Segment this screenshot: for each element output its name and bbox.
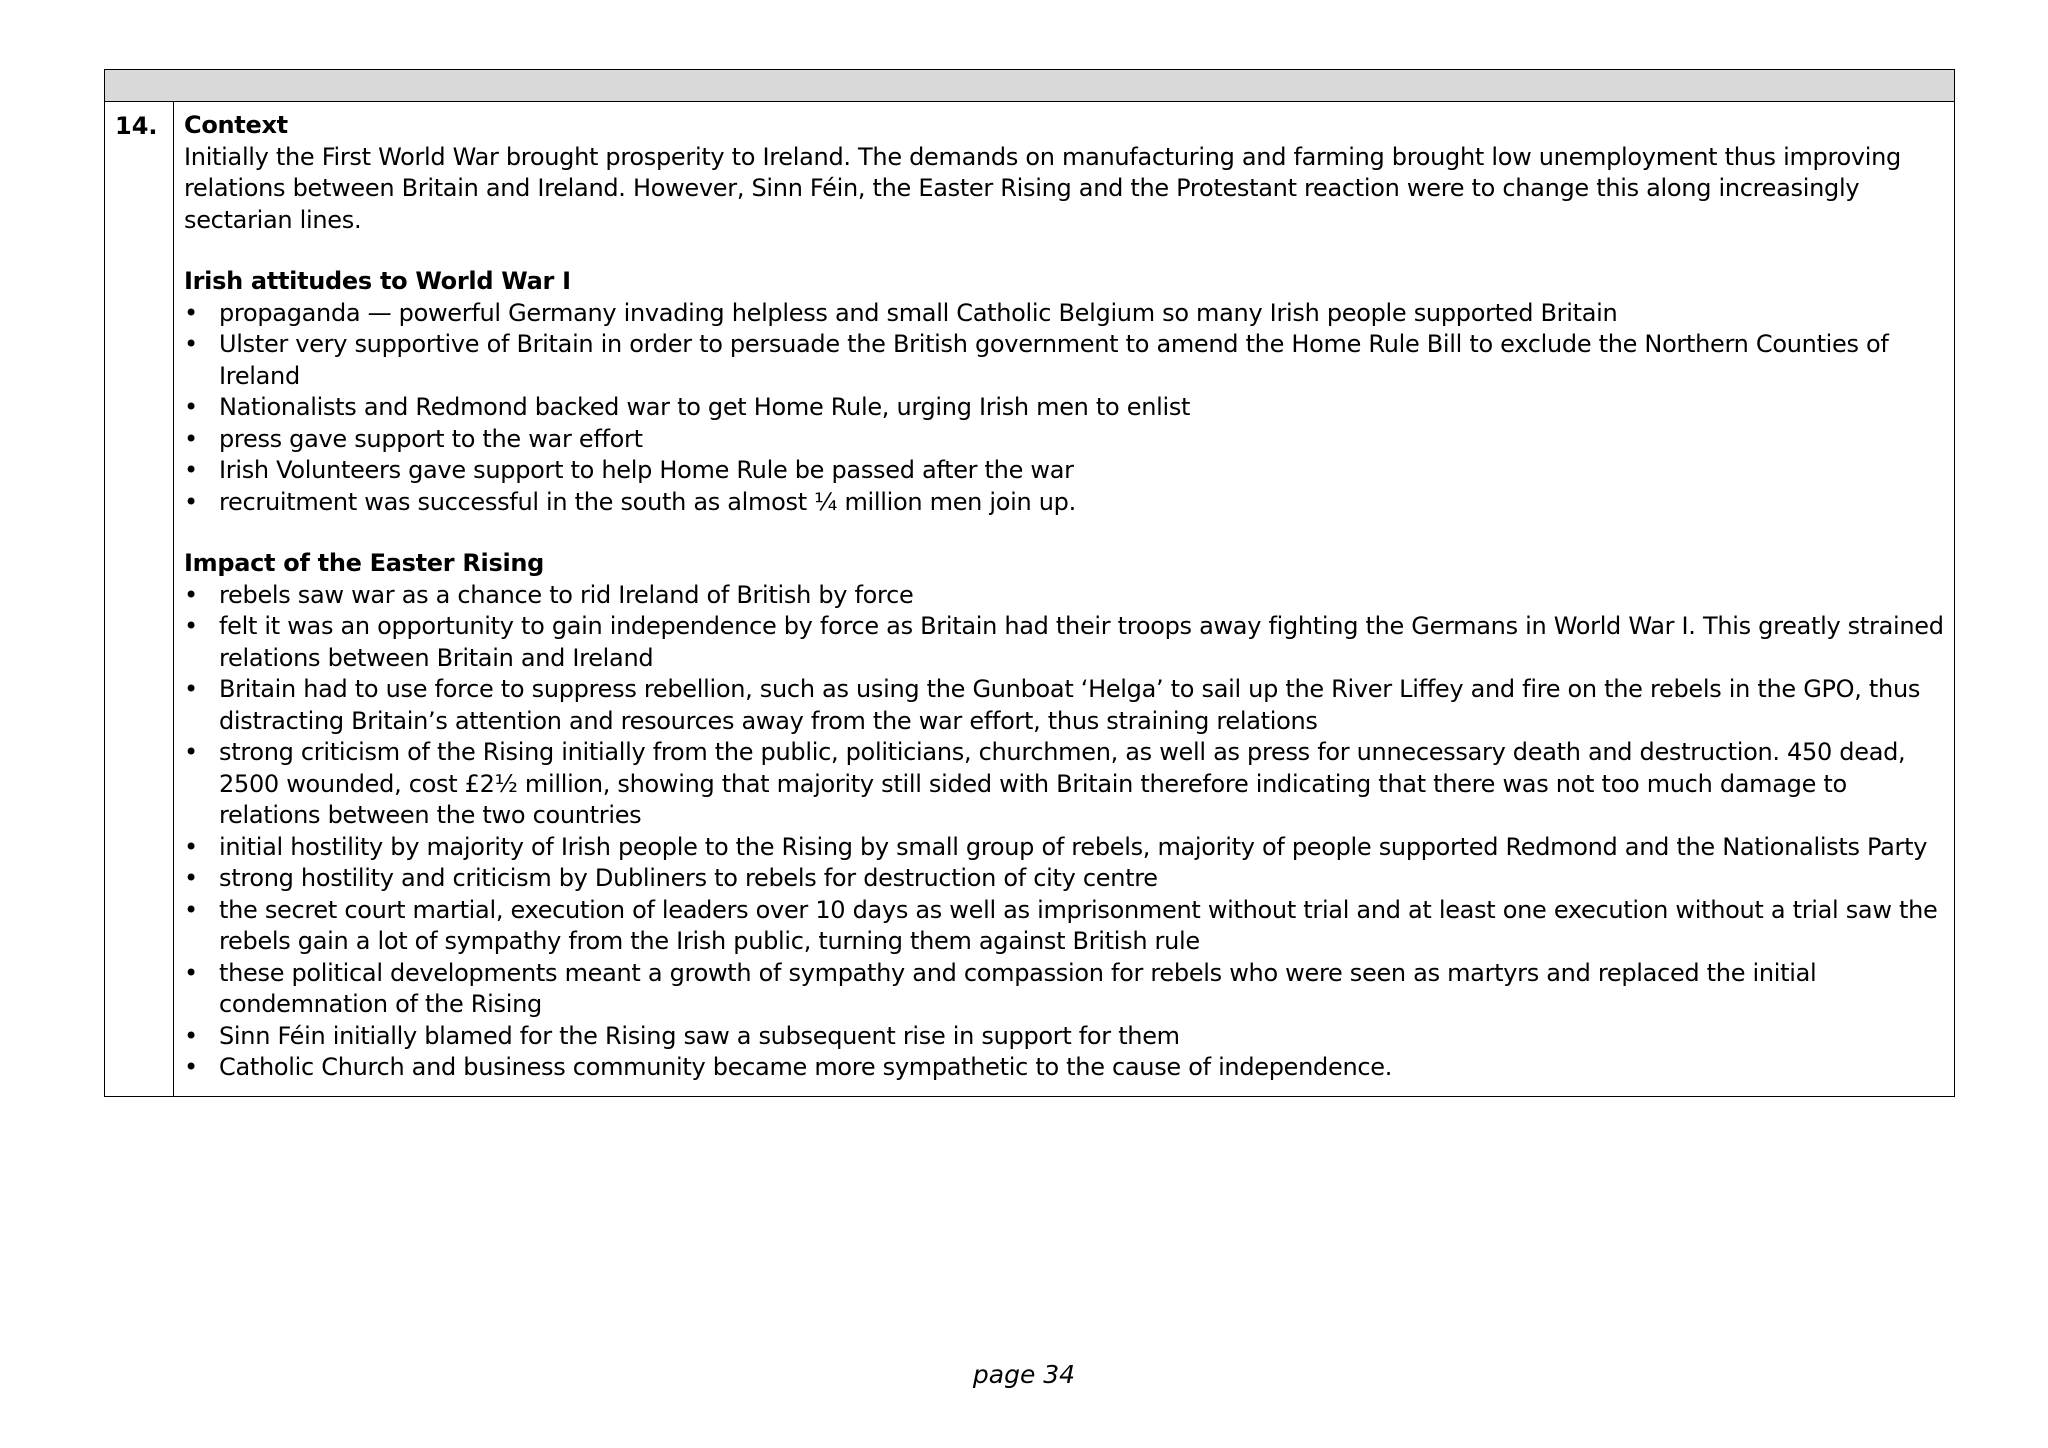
question-row <box>105 102 1954 1096</box>
question-number: 14. <box>105 102 174 1096</box>
list-item: • Ulster very supportive of Britain in order to persuade the British government to amend the Home Rule Bill to exclude the Northern Counties of Ireland <box>184 329 1944 392</box>
list-item: • Nationalists and Redmond backed war to get Home Rule, urging Irish men to enlist <box>184 392 1944 424</box>
list-item: • rebels saw war as a chance to rid Ireland of British by force <box>184 580 1944 612</box>
list-item: • Sinn Féin initially blamed for the Rising saw a subsequent rise in support for them <box>184 1021 1944 1053</box>
list-item: • strong hostility and criticism by Dubliners to rebels for destruction of city centre <box>184 863 1944 895</box>
list-item: • Catholic Church and business community became more sympathetic to the cause of independence. <box>184 1052 1944 1084</box>
page-number: page 34 <box>972 1360 1076 1389</box>
impact-heading: Impact of the Easter Rising <box>184 549 545 577</box>
list-item: • propaganda — powerful Germany invading helpless and small Catholic Belgium so many Irish people supported Britain <box>184 298 1944 330</box>
section-gap <box>184 518 1944 548</box>
list-item: • press gave support to the war effort <box>184 424 1944 456</box>
answer-content <box>174 102 1954 1096</box>
list-item: • initial hostility by majority of Irish people to the Rising by small group of rebels, majority of people supported Redmond and the Nationalists Party <box>184 832 1944 864</box>
list-item: • felt it was an opportunity to gain independence by force as Britain had their troops away fighting the Germans in World War I. This greatly strained relations between Britain and Ireland <box>184 611 1944 674</box>
context-heading: Context <box>184 111 288 139</box>
section-gap <box>184 236 1944 266</box>
list-item: • the secret court martial, execution of leaders over 10 days as well as imprisonment without trial and at least one execution without a trial saw the rebels gain a lot of sympathy from the Irish public, turning them against British rule <box>184 895 1944 958</box>
list-item: • recruitment was successful in the south as almost ¼ million men join up. <box>184 487 1944 519</box>
list-item: • Britain had to use force to suppress rebellion, such as using the Gunboat ‘Helga’ to sail up the River Liffey and fire on the rebels in the GPO, thus distracting Britain’s attention and resources away from the war effort, thus straining relations <box>184 674 1944 737</box>
attitudes-list <box>184 298 1944 519</box>
marking-table <box>104 69 1955 1097</box>
table-header-band <box>105 70 1954 102</box>
attitudes-heading: Irish attitudes to World War I <box>184 267 571 295</box>
list-item: • Irish Volunteers gave support to help Home Rule be passed after the war <box>184 455 1944 487</box>
context-text: Initially the First World War brought prosperity to Ireland. The demands on manufacturing and farming brought low unemployment thus improving relations between Britain and Ireland. However, Sinn Féin, the Easter Rising and the Protestant reaction were to change this along increasingly sectarian lines. <box>184 142 1901 234</box>
list-item: • these political developments meant a growth of sympathy and compassion for rebels who were seen as martyrs and replaced the initial condemnation of the Rising <box>184 958 1944 1021</box>
impact-list <box>184 580 1944 1084</box>
list-item: • strong criticism of the Rising initially from the public, politicians, churchmen, as well as press for unnecessary death and destruction. 450 dead, 2500 wounded, cost £2½ million, showing that majority still sided with Britain therefore indicating that there was not too much damage to relations between the two countries <box>184 737 1944 832</box>
